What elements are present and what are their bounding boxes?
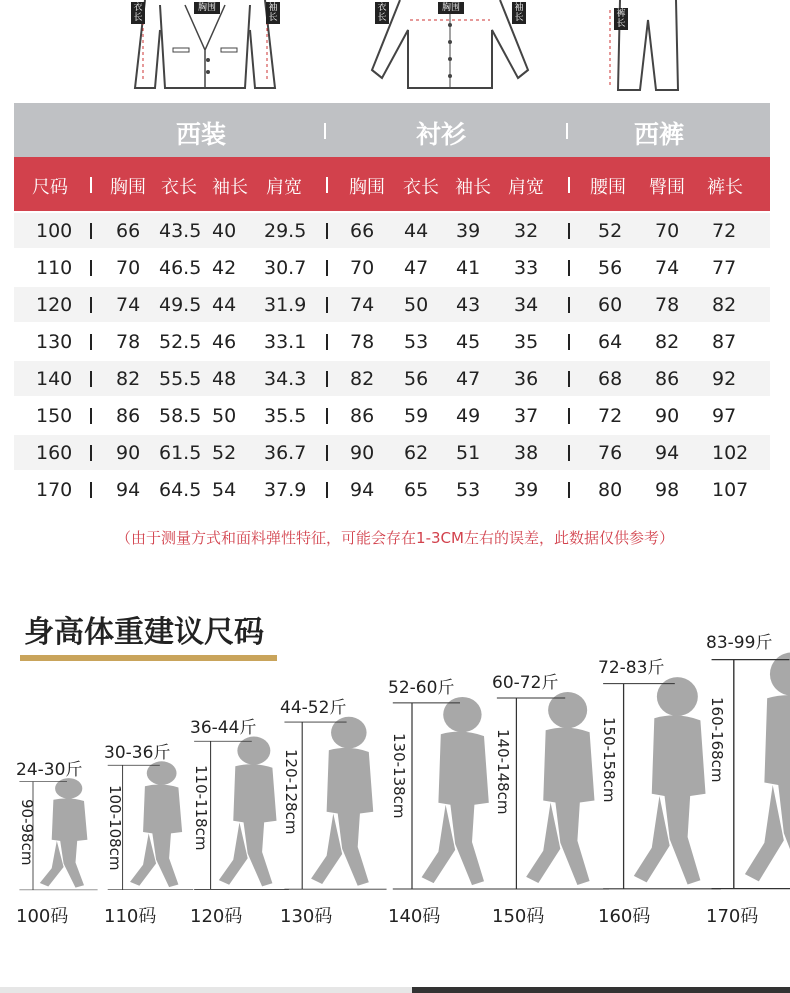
table-row — [14, 472, 770, 507]
table-cell: 60 — [598, 294, 623, 316]
table-row — [14, 287, 770, 322]
table-cell: 39 — [456, 220, 481, 242]
table-cell: 86 — [655, 368, 680, 390]
table-cell: 51 — [456, 442, 481, 464]
table-row — [14, 435, 770, 470]
col-pants-hip: 臀围 — [649, 177, 685, 198]
height-label: 110-118cm — [192, 765, 210, 851]
table-cell: 37.9 — [264, 479, 307, 501]
row-divider — [568, 445, 570, 461]
row-divider — [90, 371, 92, 387]
table-cell: 35 — [514, 331, 539, 353]
table-cell: 47 — [404, 257, 429, 279]
table-row — [14, 213, 770, 248]
size-label: 170码 — [706, 906, 759, 927]
col-shirt-shoulder: 肩宽 — [508, 177, 544, 198]
table-cell: 120 — [36, 294, 73, 316]
table-cell: 70 — [655, 220, 680, 242]
col-size: 尺码 — [32, 177, 68, 198]
table-cell: 90 — [116, 442, 141, 464]
table-cell: 100 — [36, 220, 73, 242]
table-cell: 97 — [712, 405, 737, 427]
table-cell: 30.7 — [264, 257, 307, 279]
col-suit-length: 衣长 — [161, 177, 197, 198]
size-label: 100码 — [16, 906, 69, 927]
row-divider — [90, 408, 92, 424]
row-divider — [326, 408, 328, 424]
pants-tag-length: 裤长 — [614, 8, 628, 30]
table-cell: 52 — [598, 220, 623, 242]
table-cell: 140 — [36, 368, 73, 390]
table-cell: 36.7 — [264, 442, 307, 464]
garment-sketches — [0, 0, 790, 100]
height-label: 100-108cm — [106, 785, 124, 871]
row-divider — [90, 297, 92, 313]
table-cell: 44 — [404, 220, 429, 242]
table-cell: 66 — [116, 220, 141, 242]
table-cell: 82 — [712, 294, 737, 316]
table-cell: 72 — [598, 405, 623, 427]
table-cell: 46 — [212, 331, 237, 353]
table-cell: 44 — [212, 294, 237, 316]
row-divider — [326, 371, 328, 387]
height-label: 130-138cm — [390, 733, 408, 819]
table-cell: 90 — [350, 442, 375, 464]
col-suit-shoulder: 肩宽 — [266, 177, 302, 198]
row-divider — [326, 482, 328, 498]
table-cell: 92 — [712, 368, 737, 390]
recommend-title: 身高体重建议尺码 — [24, 615, 264, 650]
table-cell: 40 — [212, 220, 237, 242]
table-cell: 98 — [655, 479, 680, 501]
weight-label: 52-60斤 — [388, 678, 455, 698]
table-cell: 76 — [598, 442, 623, 464]
table-row — [14, 324, 770, 359]
table-cell: 48 — [212, 368, 237, 390]
shirt-tag-sleeve: 袖长 — [512, 2, 526, 24]
table-cell: 70 — [116, 257, 141, 279]
table-cell: 94 — [116, 479, 141, 501]
weight-label: 30-36斤 — [104, 743, 171, 763]
table-cell: 62 — [404, 442, 429, 464]
table-cell: 78 — [655, 294, 680, 316]
table-cell: 78 — [116, 331, 141, 353]
table-cell: 82 — [350, 368, 375, 390]
table-cell: 53 — [404, 331, 429, 353]
table-cell: 55.5 — [159, 368, 202, 390]
weight-label: 72-83斤 — [598, 658, 665, 678]
table-cell: 54 — [212, 479, 237, 501]
table-cell: 65 — [404, 479, 429, 501]
col-pants-waist: 腰围 — [590, 177, 626, 198]
size-label: 150码 — [492, 906, 545, 927]
table-cell: 46.5 — [159, 257, 202, 279]
row-divider — [568, 371, 570, 387]
group-header-row — [14, 103, 770, 157]
height-label: 160-168cm — [708, 697, 726, 783]
row-divider — [568, 482, 570, 498]
table-cell: 53 — [456, 479, 481, 501]
row-divider — [90, 334, 92, 350]
height-label: 120-128cm — [282, 749, 300, 835]
table-cell: 160 — [36, 442, 73, 464]
table-cell: 32 — [514, 220, 539, 242]
table-cell: 42 — [212, 257, 237, 279]
row-divider — [90, 260, 92, 276]
table-cell: 49.5 — [159, 294, 202, 316]
table-cell: 94 — [655, 442, 680, 464]
table-cell: 74 — [116, 294, 141, 316]
table-cell: 61.5 — [159, 442, 202, 464]
weight-label: 24-30斤 — [16, 760, 83, 780]
weight-label: 83-99斤 — [706, 633, 773, 653]
size-label: 160码 — [598, 906, 651, 927]
table-cell: 82 — [116, 368, 141, 390]
table-cell: 130 — [36, 331, 73, 353]
row-divider — [326, 223, 328, 239]
col-shirt-sleeve: 袖长 — [455, 177, 491, 198]
table-cell: 77 — [712, 257, 737, 279]
weight-label: 44-52斤 — [280, 698, 347, 718]
weight-label: 60-72斤 — [492, 673, 559, 693]
size-label: 130码 — [280, 906, 333, 927]
table-cell: 35.5 — [264, 405, 307, 427]
table-cell: 39 — [514, 479, 539, 501]
col-shirt-length: 衣长 — [403, 177, 439, 198]
col-suit-sleeve: 袖长 — [212, 177, 248, 198]
table-cell: 80 — [598, 479, 623, 501]
height-label: 150-158cm — [600, 717, 618, 803]
table-cell: 52.5 — [159, 331, 202, 353]
table-row — [14, 361, 770, 396]
table-cell: 64 — [598, 331, 623, 353]
table-cell: 33 — [514, 257, 539, 279]
bottom-photo-edge — [412, 987, 790, 993]
table-cell: 49 — [456, 405, 481, 427]
table-cell: 43.5 — [159, 220, 202, 242]
table-cell: 37 — [514, 405, 539, 427]
table-cell: 102 — [712, 442, 749, 464]
table-cell: 74 — [350, 294, 375, 316]
row-divider — [90, 482, 92, 498]
table-cell: 82 — [655, 331, 680, 353]
table-cell: 66 — [350, 220, 375, 242]
measurement-note: （由于测量方式和面料弹性特征，可能会存在1-3CM左右的误差，此数据仅供参考） — [116, 529, 674, 547]
table-cell: 31.9 — [264, 294, 307, 316]
row-divider — [568, 260, 570, 276]
title-underline — [20, 655, 277, 661]
table-cell: 56 — [404, 368, 429, 390]
table-cell: 72 — [712, 220, 737, 242]
shirt-tag-length: 衣长 — [375, 2, 389, 24]
table-cell: 110 — [36, 257, 73, 279]
table-cell: 33.1 — [264, 331, 307, 353]
table-cell: 36 — [514, 368, 539, 390]
height-label: 140-148cm — [494, 729, 512, 815]
size-label: 120码 — [190, 906, 243, 927]
height-label: 90-98cm — [18, 799, 36, 866]
table-cell: 74 — [655, 257, 680, 279]
jacket-sketch — [125, 0, 285, 100]
table-cell: 90 — [655, 405, 680, 427]
table-cell: 86 — [350, 405, 375, 427]
table-cell: 78 — [350, 331, 375, 353]
shirt-tag-chest: 胸围 — [438, 2, 464, 14]
table-cell: 45 — [456, 331, 481, 353]
jacket-tag-chest: 胸围 — [194, 2, 220, 14]
row-divider — [326, 260, 328, 276]
group-pants: 西裤 — [634, 120, 685, 149]
table-cell: 107 — [712, 479, 749, 501]
table-row — [14, 250, 770, 285]
row-divider — [568, 297, 570, 313]
table-cell: 58.5 — [159, 405, 202, 427]
table-body — [14, 213, 770, 507]
table-cell: 50 — [212, 405, 237, 427]
col-pants-length: 裤长 — [707, 177, 743, 198]
row-divider — [326, 445, 328, 461]
table-cell: 59 — [404, 405, 429, 427]
table-cell: 52 — [212, 442, 237, 464]
table-cell: 170 — [36, 479, 73, 501]
table-cell: 43 — [456, 294, 481, 316]
table-cell: 29.5 — [264, 220, 307, 242]
row-divider — [568, 334, 570, 350]
size-table — [14, 103, 770, 507]
table-cell: 150 — [36, 405, 73, 427]
table-cell: 70 — [350, 257, 375, 279]
group-shirt: 衬衫 — [416, 120, 467, 149]
table-cell: 64.5 — [159, 479, 202, 501]
table-cell: 56 — [598, 257, 623, 279]
jacket-tag-sleeve: 袖长 — [266, 2, 280, 24]
row-divider — [326, 334, 328, 350]
column-header-row — [14, 157, 770, 211]
group-suit: 西装 — [176, 120, 227, 149]
table-row — [14, 398, 770, 433]
row-divider — [326, 297, 328, 313]
col-shirt-chest: 胸围 — [349, 177, 385, 198]
table-cell: 47 — [456, 368, 481, 390]
weight-label: 36-44斤 — [190, 718, 257, 738]
table-cell: 34.3 — [264, 368, 307, 390]
row-divider — [90, 223, 92, 239]
table-cell: 41 — [456, 257, 481, 279]
row-divider — [568, 408, 570, 424]
col-suit-chest: 胸围 — [110, 177, 146, 198]
row-divider — [568, 223, 570, 239]
table-cell: 68 — [598, 368, 623, 390]
table-cell: 94 — [350, 479, 375, 501]
row-divider — [90, 445, 92, 461]
table-cell: 50 — [404, 294, 429, 316]
size-label: 110码 — [104, 906, 157, 927]
table-cell: 87 — [712, 331, 737, 353]
size-label: 140码 — [388, 906, 441, 927]
table-cell: 34 — [514, 294, 539, 316]
jacket-tag-length: 衣长 — [131, 2, 145, 24]
table-cell: 86 — [116, 405, 141, 427]
table-cell: 38 — [514, 442, 539, 464]
